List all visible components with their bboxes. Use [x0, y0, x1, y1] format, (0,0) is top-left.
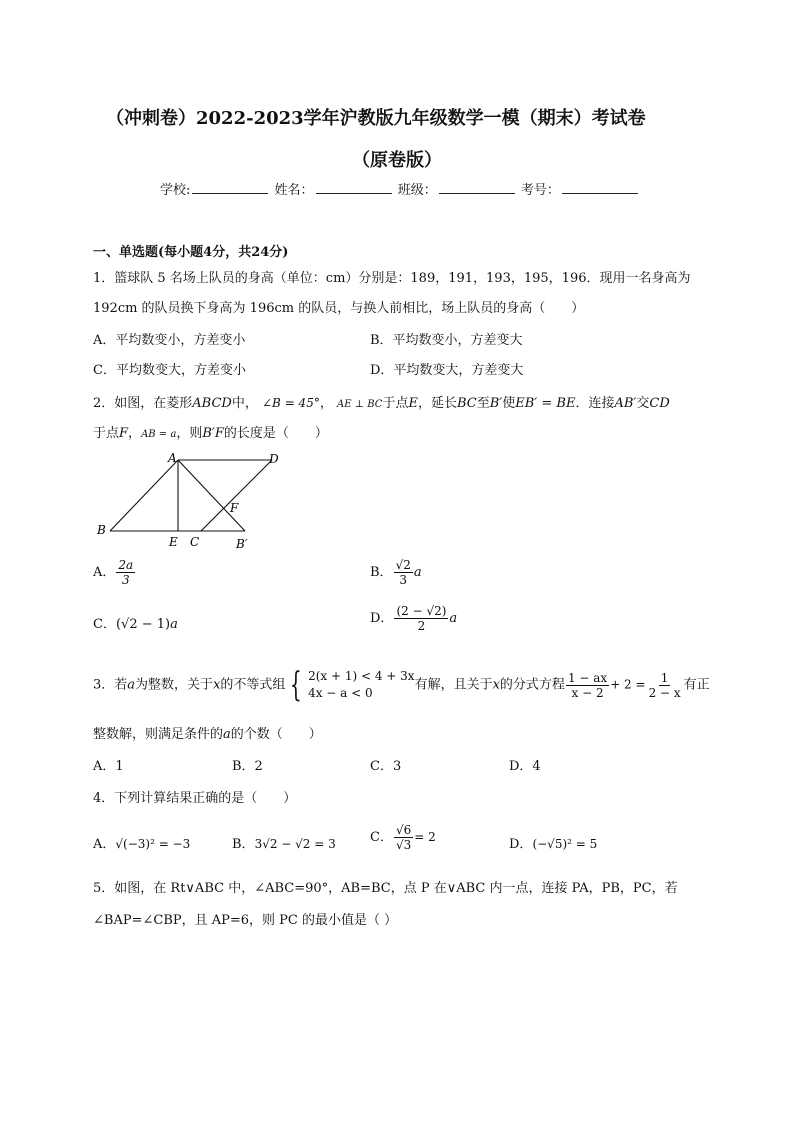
option-label: A． [93, 837, 116, 852]
frac-num: (2 − √2) [396, 604, 447, 618]
frac-num: √6 [395, 823, 412, 837]
q1-option-a: A．平均数变小，方差变小 [93, 333, 246, 348]
math-var: x [492, 677, 500, 693]
option-label: C． [370, 830, 393, 845]
q2-math: AB = a [141, 429, 177, 440]
q2-stem-line1: 2．如图，在菱形ABCD中， ∠B = 45°， AE ⊥ BC于点E，延长BC至B′使EB′ = BE．连接AB′交CD [93, 396, 670, 411]
math-var: a [127, 677, 136, 693]
q3-option-d: D．4 [509, 759, 541, 774]
frac-num: 2a [118, 558, 134, 572]
q3-text: 的不等式组 [220, 677, 286, 693]
q2-math: ABCD [192, 396, 232, 411]
exam-title-line2: （原卷版） [352, 150, 442, 171]
q2-text: 的长度是（ ） [223, 426, 328, 441]
school-field[interactable] [192, 181, 268, 194]
q1-stem-line2: 192cm 的队员换下身高为 196cm 的队员，与换人前相比，场上队员的身高（ ） [93, 301, 585, 316]
option-label: B． [232, 837, 255, 852]
label-b: B [97, 523, 106, 537]
q4-option-d [509, 836, 597, 853]
label-d: D [269, 452, 279, 466]
q5-stem-line1: 5．如图，在 Rt∨ABC 中，∠ABC=90°，AB=BC，点 P 在∨ABC 内一点，连接 PA，PB，PC，若 [93, 881, 678, 896]
q2-math: ∠B = 45° [262, 396, 320, 410]
inequality-2: 4x − a < 0 [308, 686, 373, 700]
q2-math: B′F [202, 426, 224, 441]
label-bprime: B′ [236, 537, 248, 551]
q2-math: EB′ = BE [515, 396, 576, 411]
q3-stem-line1 [93, 665, 710, 705]
q2-math: CD [649, 396, 670, 411]
class-field[interactable] [439, 181, 515, 194]
q2-text: ，则 [176, 426, 203, 441]
frac-num: √2 [395, 558, 411, 572]
frac-den: 2 [417, 619, 426, 633]
q3-text: 有解，且关于 [414, 677, 493, 693]
q1-stem-line1: 1．篮球队 5 名场上队员的身高（单位：cm）分别是：189，191，193，195，196．现用一名身高为 [93, 271, 691, 286]
option-label: B． [370, 565, 393, 580]
q3-stem-line2 [93, 727, 322, 743]
section-heading: 一、单选题(每小题4分，共24分) [93, 245, 289, 260]
q2-option-d [370, 604, 457, 633]
q2-text: 至 [476, 396, 490, 411]
frac-den: √3 [395, 838, 412, 852]
q2-text: ．连接 [575, 396, 615, 411]
q3-option-b: B．2 [232, 759, 263, 774]
q3-text: 整数解，则满足条件的 [93, 727, 224, 742]
math-var: a [170, 617, 178, 632]
frac-den: 3 [121, 573, 130, 587]
rhombus-figure [93, 450, 293, 554]
exam-number-label: 考号： [520, 183, 560, 198]
math-var: a [449, 611, 458, 626]
label-a: A [168, 451, 177, 465]
math-var: a [223, 727, 231, 742]
exam-title-line1: （冲刺卷）2022-2023学年沪教版九年级数学一模（期末）考试卷 [106, 108, 646, 129]
inequality-1: 2(x + 1) < 4 + 3x [308, 669, 415, 683]
q3-option-a: A．1 [93, 759, 124, 774]
option-label: C． [93, 617, 116, 632]
frac-num: 1 [660, 670, 669, 685]
q2-math: BC [456, 396, 477, 411]
label-f: F [230, 501, 239, 515]
school-label: 学校: [160, 183, 191, 198]
q2-stem-line2 [93, 426, 328, 443]
class-label: 班级： [397, 183, 437, 198]
q3-text: 3．若 [93, 677, 128, 693]
math-var: x [213, 677, 221, 693]
option-label: D． [509, 837, 533, 852]
q2-text: ，延长 [417, 396, 457, 411]
q2-text: 2．如图，在菱形 [93, 396, 193, 411]
q4-stem: 4．下列计算结果正确的是（ ） [93, 791, 297, 806]
name-field[interactable] [316, 181, 392, 194]
math-expr: (−√5)² = 5 [532, 837, 598, 851]
q1-option-d: D．平均数变大，方差变大 [370, 363, 524, 378]
math-sqrt: √2 [121, 617, 138, 632]
q2-text: ， [128, 426, 142, 441]
q4-option-c [370, 823, 436, 852]
q3-option-c: C．3 [370, 759, 402, 774]
q2-text: 中， [231, 396, 258, 411]
math-rest: − 1) [137, 617, 171, 632]
q2-option-b [370, 558, 422, 587]
q2-text: 交 [636, 396, 650, 411]
frac-num: 1 − ax [567, 670, 608, 685]
q3-text: 的个数（ ） [230, 727, 322, 742]
math-var: a [413, 565, 422, 580]
math-expr: 3√2 − √2 = 3 [254, 837, 336, 851]
q2-math: B′ [489, 396, 503, 411]
q2-text: 于点 [93, 426, 120, 441]
q2-text: 使 [502, 396, 516, 411]
q2-option-c [93, 617, 178, 633]
option-label: D． [370, 611, 394, 626]
q3-text: 为整数，关于 [135, 677, 214, 693]
q2-option-a [93, 558, 136, 587]
edge-ab [110, 460, 178, 531]
math-expr: = 2 [414, 830, 436, 844]
inequality-system: { 2(x + 1) < 4 + 3x 4x − a < 0 [290, 665, 415, 705]
q4-option-a [93, 836, 190, 853]
math-paren: ( [115, 617, 122, 632]
student-info-fields [160, 181, 640, 199]
math-op: + 2 = [610, 677, 646, 692]
name-label: 姓名： [274, 183, 314, 198]
q3-text: 的分式方程 [499, 677, 565, 693]
option-label: A． [93, 565, 116, 580]
q1-option-b: B．平均数变小，方差变大 [370, 333, 523, 348]
label-c: C [190, 535, 200, 549]
frac-den: 3 [399, 573, 408, 587]
math-expr: √(−3)² = −3 [115, 837, 191, 851]
q2-text: 于点 [382, 396, 409, 411]
q2-math: AB′ [614, 396, 637, 411]
frac-den: x − 2 [571, 685, 604, 700]
q5-stem-line2: ∠BAP=∠CBP，且 AP=6，则 PC 的最小值是（ ） [93, 913, 398, 928]
frac-den: 2 − x [648, 685, 681, 700]
exam-number-field[interactable] [562, 181, 638, 194]
q4-option-b [232, 836, 336, 853]
q2-math: F [119, 426, 129, 441]
q2-math: E [408, 396, 418, 411]
label-e: E [169, 535, 178, 549]
q2-math: AE ⊥ BC [336, 399, 383, 410]
q3-text: 有正 [683, 677, 710, 693]
q1-option-c: C．平均数变大，方差变小 [93, 363, 246, 378]
